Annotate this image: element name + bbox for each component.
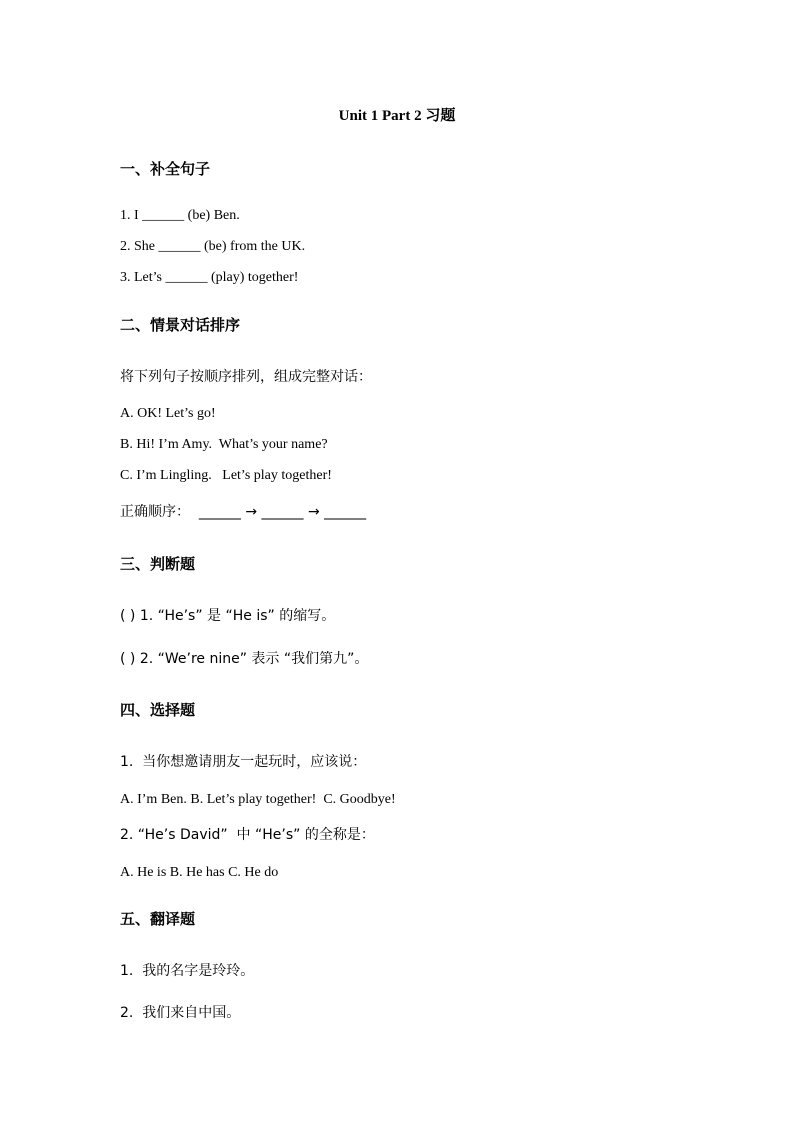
choice-question: 1. 当你想邀请朋友一起玩时，应该说： <box>120 754 367 770</box>
fill-in-item: 1. I ______ (be) Ben. <box>120 208 240 223</box>
true-false-item: ( ) 1. “He’s” 是 “He is” 的缩写。 <box>120 608 336 624</box>
dialogue-option: A. OK! Let’s go! <box>120 406 216 421</box>
dialogue-option: B. Hi! I’m Amy. What’s your name? <box>120 437 328 452</box>
fill-in-item: 3. Let’s ______ (play) together! <box>120 270 299 285</box>
section-heading-multiple-choice: 四、选择题 <box>120 701 196 719</box>
section-heading-true-false: 三、判断题 <box>120 555 196 573</box>
dialogue-instruction: 将下列句子按顺序排列，组成完整对话： <box>120 369 372 385</box>
choice-question: 2. “He’s David” 中 “He’s” 的全称是： <box>120 827 375 843</box>
section-heading-fill-in: 一、补全句子 <box>120 160 211 178</box>
true-false-item: ( ) 2. “We’re nine” 表示 “我们第九”。 <box>120 651 369 667</box>
choice-options: A. He is B. He has C. He do <box>120 865 279 880</box>
section-heading-translation: 五、翻译题 <box>120 910 196 928</box>
choice-options: A. I’m Ben. B. Let’s play together! C. Goodbye! <box>120 792 396 807</box>
translation-item: 2. 我们来自中国。 <box>120 1005 241 1021</box>
fill-in-item: 2. She ______ (be) from the UK. <box>120 239 306 254</box>
section-heading-dialogue-order: 二、情景对话排序 <box>120 316 241 334</box>
translation-item: 1. 我的名字是玲玲。 <box>120 963 255 979</box>
page-title: Unit 1 Part 2 习题 <box>338 108 456 124</box>
dialogue-option: C. I’m Lingling. Let’s play together! <box>120 468 332 483</box>
dialogue-answer-line: 正确顺序： ______ → ______ → ______ <box>120 504 367 520</box>
